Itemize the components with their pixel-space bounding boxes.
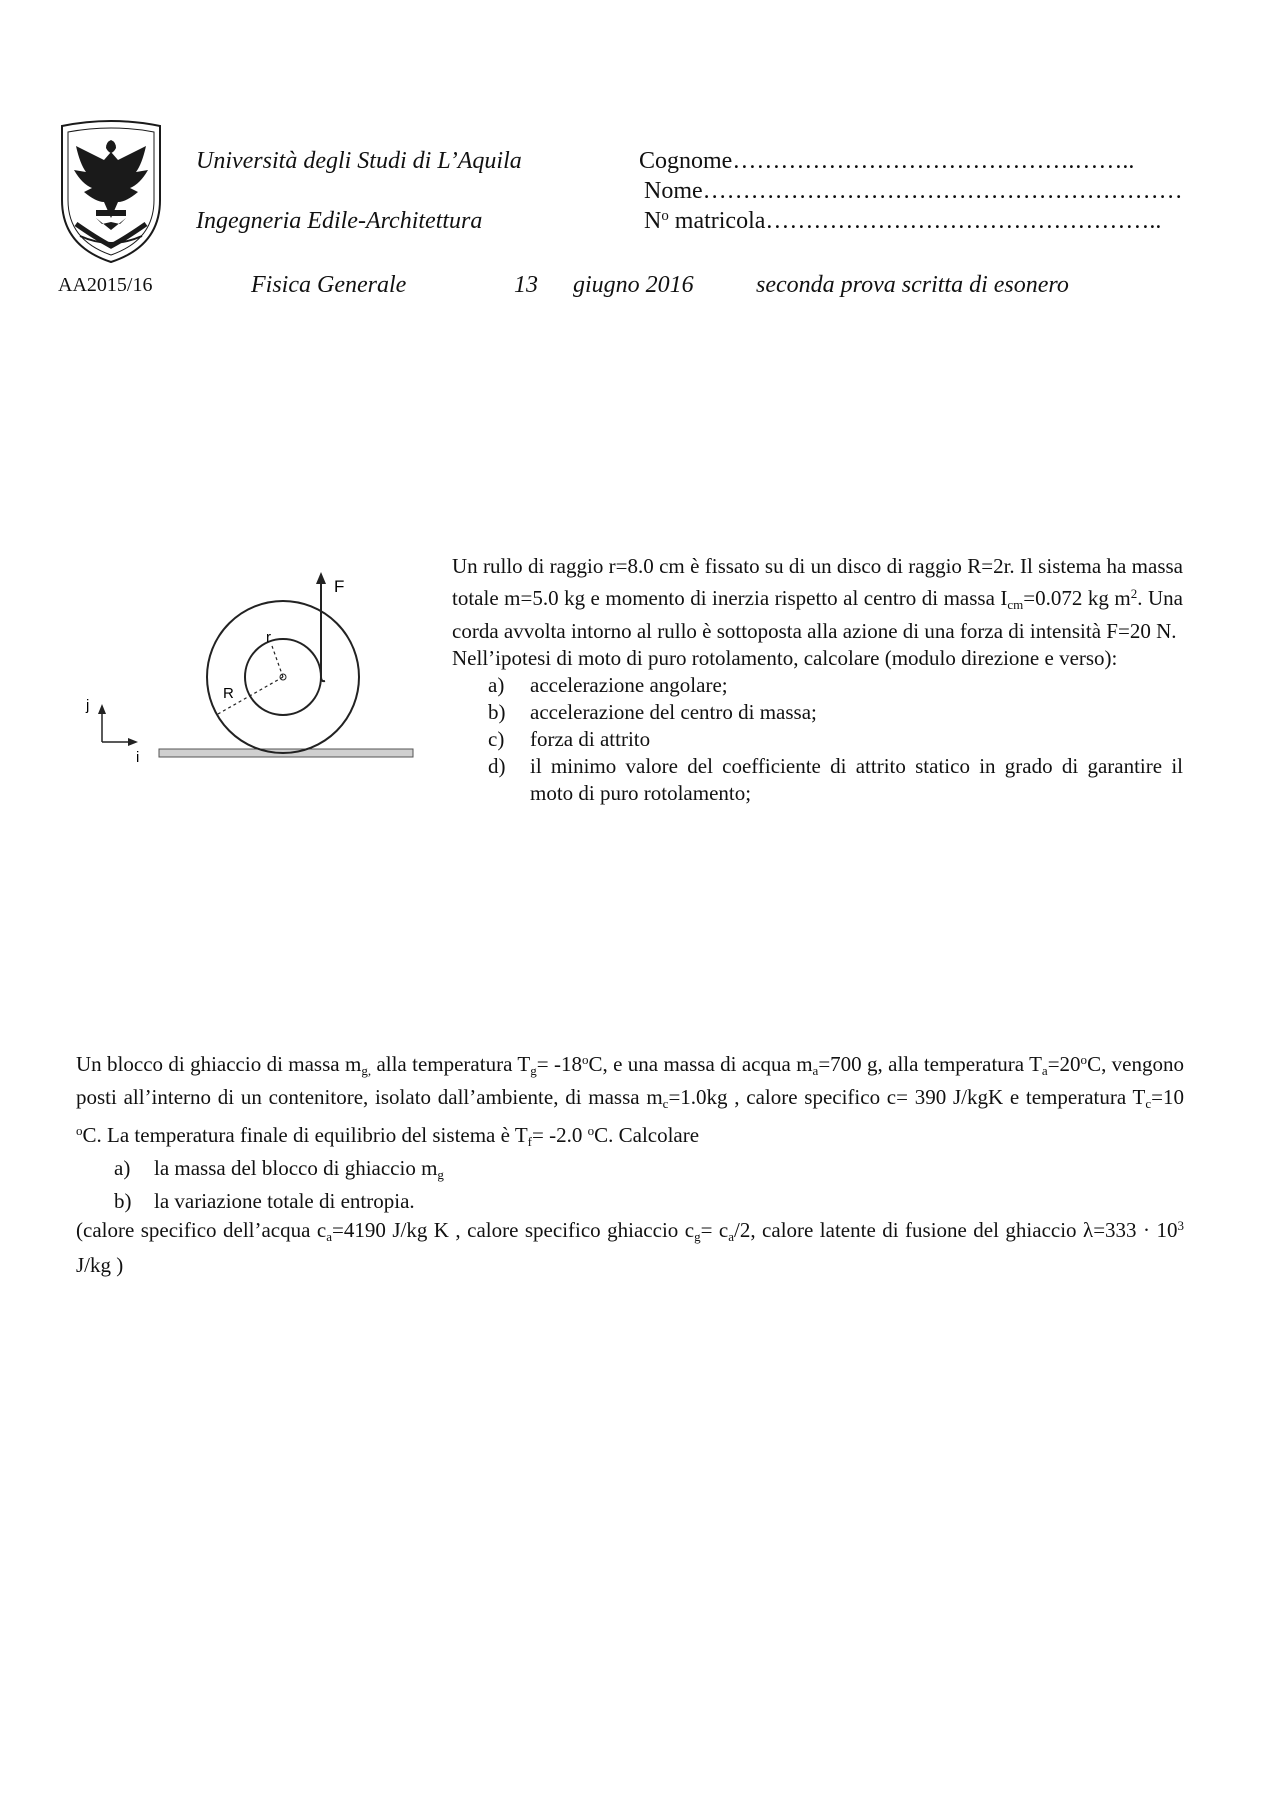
problem-1-question: Nell’ipotesi di moto di puro rotolamento, calcolare (modulo direzione e verso): [452, 646, 1118, 671]
exam-title: seconda prova scritta di esonero [756, 272, 1069, 298]
problem-2-statement: Un blocco di ghiaccio di massa $m_{g,}$ alla temperatura $T_g= -18^oC$, e una massa di acqua $m_a=700$ g, alla temperatura $T_a=20^oC$, vengono posti all’interno di un contenitore, isolato dall’ambiente, di massa $m_c=1.0kg$ , calore specifico c= 390 J/kgK e temperatura $T_c=10$ $^o$C. La temperatura finale di equilibrio del sistema è $T_f= -2.0$ $^o$C. Calcolare [76, 1052, 1185, 1149]
matricola-sup: o [661, 208, 669, 224]
problem-2-list [76, 1155, 1184, 1215]
exam-day: 13 [514, 272, 538, 298]
axis-i-label: i [136, 749, 140, 766]
list-item: b) la variazione totale di entropia. [114, 1188, 415, 1213]
university-name: Università degli Studi di L’Aquila [196, 148, 522, 174]
university-seal-icon [56, 118, 166, 266]
axis-j-label: j [86, 697, 90, 714]
problem-1 [452, 553, 1183, 807]
cognome-field[interactable]: Cognome…………………………………….…….. [639, 148, 1135, 174]
list-item: c) forza di attrito [488, 727, 651, 752]
matricola-label: matricola………………………………………….. [668, 208, 1162, 235]
constants-note: (calore specifico dell’acqua $c_a=4190$ J/kg K , calore specifico ghiaccio $c_g= c_a/2$, calore latente di fusione del ghiaccio $\lambda=333 \cdot 10^3$ J/kg ) [76, 1218, 1184, 1278]
matricola-prefix: N [644, 208, 662, 235]
matricola-field[interactable] [644, 208, 1161, 235]
problem-1-statement: Un rullo di raggio r=8.0 cm è fissato su di un disco di raggio R=2r. Il sistema ha massa totale m=5.0 kg e momento di inerzia rispetto al centro di massa $I_{cm}=0.072$ kg $m^2$. Una corda avvolta intorno al rullo è sottoposta alla azione di una forza di intensità F=20 N. [452, 554, 1183, 644]
radius-r-label: r [266, 629, 271, 646]
problem-1-list [452, 672, 1183, 807]
list-item: a) la massa del blocco di ghiaccio $m_g$ [114, 1155, 444, 1182]
academic-year: AA2015/16 [58, 274, 153, 296]
roller-disc-diagram [78, 570, 423, 770]
course-name: Fisica Generale [251, 272, 407, 298]
radius-R-label: R [223, 685, 234, 702]
problem-2 [76, 1046, 1184, 1215]
exam-month-year: giugno 2016 [573, 272, 694, 298]
nome-field[interactable]: Nome…………………………………………………… [644, 178, 1183, 204]
list-item: b) accelerazione del centro di massa; [488, 700, 817, 725]
department-name: Ingegneria Edile-Architettura [196, 208, 483, 234]
list-item: a) accelerazione angolare; [488, 673, 728, 698]
list-item: d) il minimo valore del coefficiente di attrito statico in grado di garantire il moto di puro rotolamento; [488, 754, 1183, 806]
force-label: F [334, 577, 345, 596]
